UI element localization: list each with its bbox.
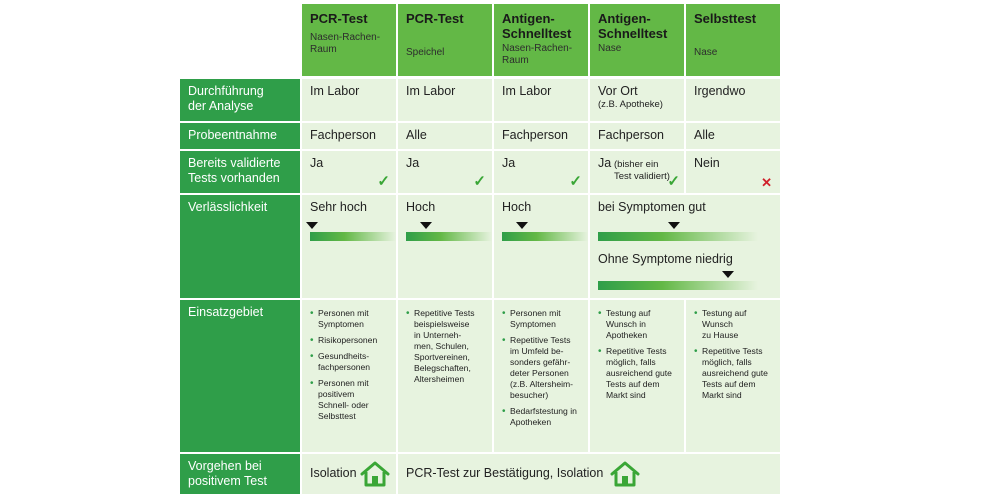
- cell-text: Ja: [502, 156, 516, 170]
- header-col-5: [686, 4, 780, 76]
- row-label-probeentnahme: Probeentnahme: [180, 123, 300, 149]
- header-subtitle: Nase: [694, 47, 718, 58]
- cell-text: Ja: [310, 156, 324, 170]
- reliability-text: Hoch: [502, 200, 532, 214]
- level-marker-icon: [306, 222, 318, 229]
- action-text: PCR-Test zur Bestätigung, Isolation: [406, 466, 604, 480]
- cell-validiert-2: [398, 151, 492, 193]
- header-title: PCR-Test: [406, 11, 464, 26]
- list-item: • Gesundheits- fachpersonen: [310, 351, 388, 373]
- header-subtitle: Nase: [598, 43, 622, 54]
- header-col-3: [494, 4, 588, 76]
- cell-verlaesslichkeit-2: [398, 195, 492, 298]
- header-title: Antigen- Schnelltest: [502, 11, 572, 41]
- cell-text: Alle: [406, 128, 427, 142]
- cell-text: Im Labor: [502, 84, 552, 98]
- list-item: • Testung auf Wunsch zu Hause: [694, 308, 772, 341]
- list-item: • Repetitive Tests möglich, falls ausreichend gute Tests auf dem Markt sind: [598, 346, 676, 401]
- cell-text: Ja: [406, 156, 420, 170]
- header-subtitle: Nasen-Rachen- Raum: [502, 43, 573, 66]
- level-marker-icon: [668, 222, 680, 229]
- list-item: • Personen mit positivem Schnell- oder Selbsttest: [310, 378, 388, 422]
- cell-einsatz-1: [302, 300, 396, 452]
- cell-note: (bisher ein Test validiert): [614, 159, 670, 182]
- header-subtitle: Speichel: [406, 47, 445, 58]
- cell-probeentnahme-2: [398, 123, 492, 149]
- row-label-verlaesslichkeit: Verlässlichkeit: [180, 195, 300, 298]
- reliability-text: Hoch: [406, 200, 436, 214]
- list-item: • Testung auf Wunsch in Apotheken: [598, 308, 676, 341]
- row-label-einsatz: Einsatzgebiet: [180, 300, 300, 452]
- row-label-durchfuehrung: Durchführung der Analyse: [180, 79, 300, 121]
- home-icon: [610, 461, 640, 487]
- header-title: PCR-Test: [310, 11, 368, 26]
- cell-validiert-1: [302, 151, 396, 193]
- header-title: Antigen- Schnelltest: [598, 11, 668, 41]
- usage-list: [598, 308, 676, 401]
- list-item: • Personen mit Symptomen: [502, 308, 580, 330]
- cross-icon: ✕: [761, 175, 772, 190]
- cell-durchfuehrung-5: [686, 79, 780, 121]
- cell-note: (z.B. Apotheke): [598, 99, 663, 110]
- reliability-bar: [502, 232, 588, 241]
- header-title: Selbsttest: [694, 11, 757, 26]
- list-item: • Repetitive Tests im Umfeld be- sonders gefähr- deter Personen (z.B. Altersheim- besucher): [502, 335, 580, 401]
- level-marker-icon: [420, 222, 432, 229]
- list-item: • Repetitive Tests beispielsweise in Unterneh- men, Schulen, Sportvereinen, Belegschaften, Altersheimen: [406, 308, 484, 385]
- cell-einsatz-2: [398, 300, 492, 452]
- cell-probeentnahme-5: [686, 123, 780, 149]
- usage-list: [310, 308, 388, 422]
- cell-verlaesslichkeit-3: [494, 195, 588, 298]
- cell-probeentnahme-3: [494, 123, 588, 149]
- reliability-bar-symptoms: [598, 232, 758, 241]
- cell-probeentnahme-4: [590, 123, 684, 149]
- row-label-vorgehen: Vorgehen bei positivem Test: [180, 454, 300, 494]
- usage-list: [502, 308, 580, 428]
- list-item: • Bedarfstestung in Apotheken: [502, 406, 580, 428]
- cell-text: Alle: [694, 128, 715, 142]
- reliability-text-symptoms: bei Symptomen gut: [598, 200, 706, 214]
- header-col-4: [590, 4, 684, 76]
- cell-text: Fachperson: [310, 128, 377, 142]
- cell-text: Nein: [694, 156, 720, 170]
- list-item: • Risikopersonen: [310, 335, 388, 346]
- cell-text: Im Labor: [406, 84, 456, 98]
- reliability-text-no-symptoms: Ohne Symptome niedrig: [598, 252, 733, 266]
- usage-list: [406, 308, 484, 385]
- reliability-bar-no-symptoms: [598, 281, 758, 290]
- cell-validiert-4: [590, 151, 684, 193]
- usage-list: [694, 308, 772, 401]
- cell-durchfuehrung-4: [590, 79, 684, 121]
- cell-validiert-3: [494, 151, 588, 193]
- cell-text: Ja: [598, 156, 612, 170]
- cell-probeentnahme-1: [302, 123, 396, 149]
- list-item: • Personen mit Symptomen: [310, 308, 388, 330]
- reliability-bar: [310, 232, 396, 241]
- checkmark-icon: ✓: [473, 173, 486, 190]
- cell-vorgehen-1: [302, 454, 396, 494]
- checkmark-icon: ✓: [667, 173, 680, 190]
- header-col-1: [302, 4, 396, 76]
- action-text: Isolation: [310, 466, 357, 480]
- cell-text: Irgendwo: [694, 84, 746, 98]
- cell-einsatz-3: [494, 300, 588, 452]
- list-item: • Repetitive Tests möglich, falls ausreichend gute Tests auf dem Markt sind: [694, 346, 772, 401]
- cell-text: Fachperson: [598, 128, 665, 142]
- home-icon: [360, 461, 390, 487]
- level-marker-icon: [722, 271, 734, 278]
- cell-text: Vor Ort: [598, 84, 638, 98]
- cell-durchfuehrung-1: [302, 79, 396, 121]
- cell-text: Im Labor: [310, 84, 360, 98]
- cell-durchfuehrung-2: [398, 79, 492, 121]
- cell-verlaesslichkeit-4-5: [590, 195, 780, 298]
- row-label-validiert: Bereits validierte Tests vorhanden: [180, 151, 300, 193]
- cell-text: Fachperson: [502, 128, 569, 142]
- cell-verlaesslichkeit-1: [302, 195, 396, 298]
- header-subtitle: Nasen-Rachen- Raum: [310, 32, 381, 55]
- header-col-2: [398, 4, 492, 76]
- reliability-bar: [406, 232, 492, 241]
- cell-einsatz-4: [590, 300, 684, 452]
- checkmark-icon: ✓: [377, 173, 390, 190]
- checkmark-icon: ✓: [569, 173, 582, 190]
- reliability-text: Sehr hoch: [310, 200, 367, 214]
- cell-durchfuehrung-3: [494, 79, 588, 121]
- cell-vorgehen-2-5: [398, 454, 780, 494]
- cell-validiert-5: [686, 151, 780, 193]
- cell-einsatz-5: [686, 300, 780, 452]
- level-marker-icon: [516, 222, 528, 229]
